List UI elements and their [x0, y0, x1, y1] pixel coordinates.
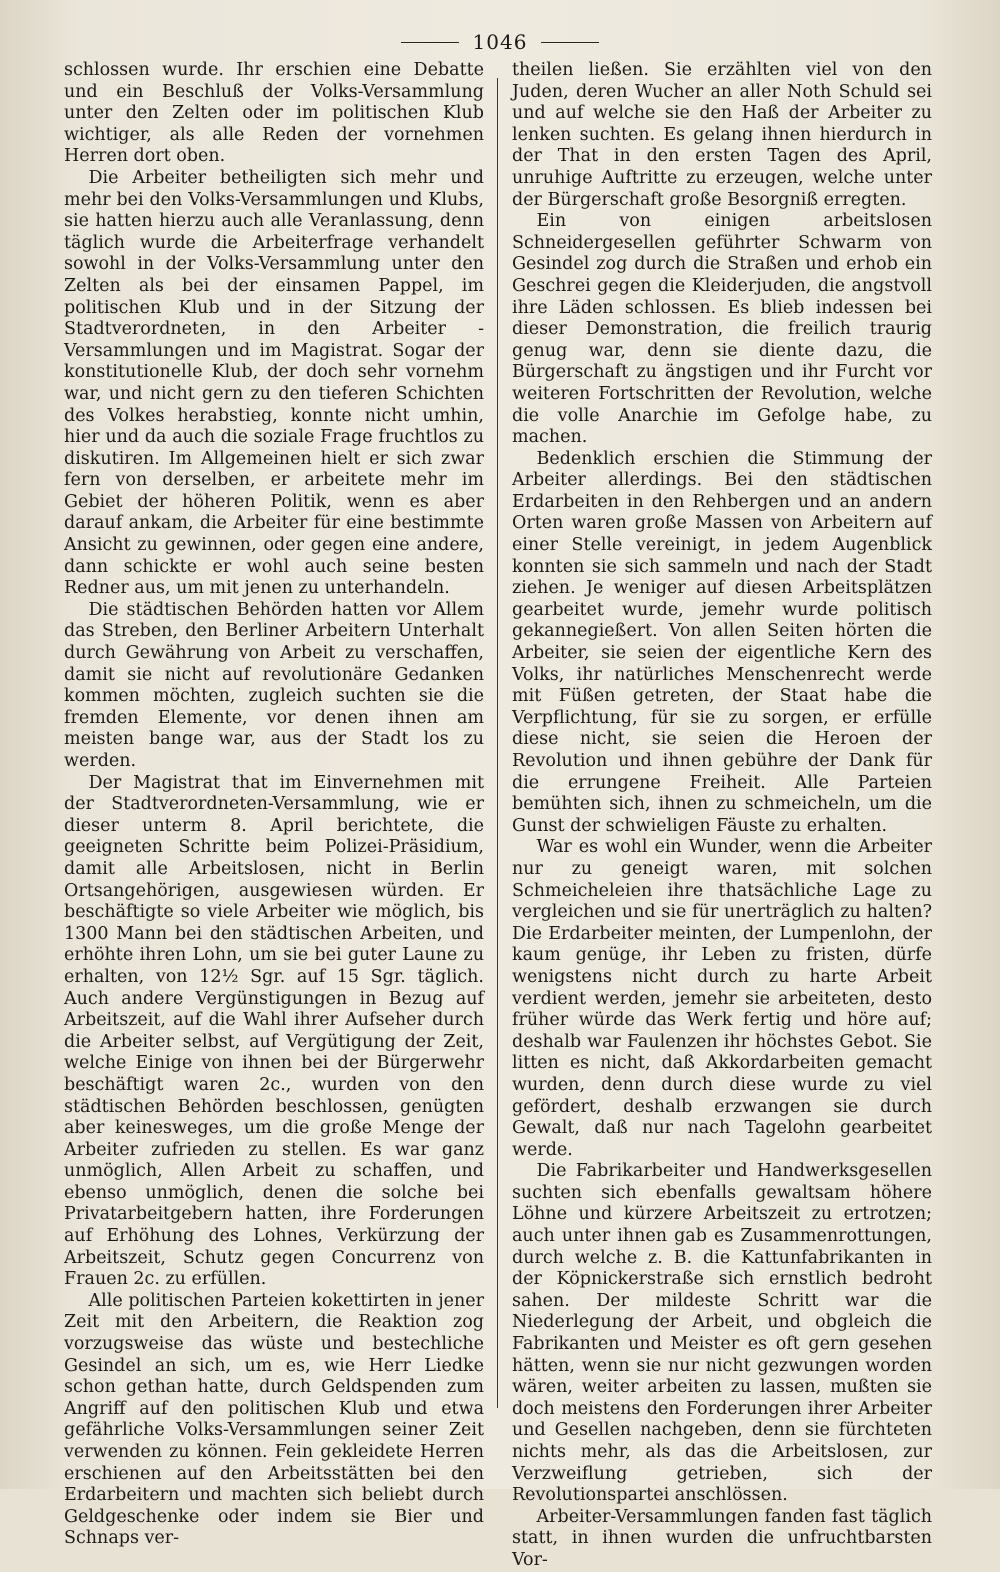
column-divider: [497, 78, 498, 1408]
paragraph: War es wohl ein Wunder, wenn die Arbeiter nur zu geneigt waren, mit solchen Schmeicheleien ihre thatsächliche Lage zu vergleichen und sie für unerträglich zu halten? Die Erdarbeiter meinten, der Lumpenlohn, der kaum genüge, ihr Leben zu fristen, dürfe wenigstens nicht durch zu harte Arbeit verdient werden, jemehr sie arbeiteten, desto früher würde das Werk fertig und höre auf; deshalb war Faulenzen ihr höchstes Gebot. Sie litten es nicht, daß Akkordarbeiten gemacht wurden, denn durch diese wurde zu viel gefördert, deshalb erzwangen sie durch Gewalt, daß nur nach Tagelohn gearbeitet werde.: [512, 837, 932, 1160]
paragraph: Die Fabrikarbeiter und Handwerksgesellen suchten sich ebenfalls gewaltsam höhere Löhne und kürzere Arbeitszeit zu ertrotzen; auch unter ihnen gab es Zusammenrottungen, durch welche z. B. die Kattunfabrikanten in der Köpnickerstraße sich ernstlich bedroht sahen. Der mildeste Schritt war die Niederlegung der Arbeit, und obgleich die Fabrikanten und Meister es oft gern gesehen hätten, wenn sie nur nicht gezwungen worden wären, weiter arbeiten zu lassen, mußten sie doch meistens den Forderungen ihrer Arbeiter und Gesellen nachgeben, denn sie fürchteten nichts mehr, als das die Arbeitslosen, zur Verzweiflung getrieben, sich der Revolutionspartei anschlössen.: [512, 1161, 932, 1506]
paragraph: Die städtischen Behörden hatten vor Allem das Streben, den Berliner Arbeitern Unterhalt durch Gewährung von Arbeit zu verschaffen, damit sie nicht auf revolutionäre Gedanken kommen möchten, zugleich suchten sie die fremden Elemente, vor denen ihnen am meisten bange war, aus der Stadt los zu werden.: [64, 599, 484, 771]
paragraph: schlossen wurde. Ihr erschien eine Debatte und ein Beschluß der Volks-Versammlung unter den Zelten oder im politischen Klub wichtiger, als alle Reden der vornehmen Herren dort oben.: [64, 60, 484, 167]
left-column: [64, 60, 484, 1550]
right-column: [512, 60, 932, 1572]
header-rule-left: [401, 42, 459, 43]
page-number: 1046: [472, 30, 528, 54]
paragraph: Die Arbeiter betheiligten sich mehr und mehr bei den Volks-Versammlungen und Klubs, sie hatten hierzu auch alle Veranlassung, denn täglich wurde die Arbeiterfrage verhandelt sowohl in der Volks-Versammlung unter den Zelten als bei der einsamen Pappel, im politischen Klub und in der Sitzung der Stadtverordneten, in den Arbeiter - Versammlungen und im Magistrat. Sogar der konstitutionelle Klub, der doch sehr vornehm war, und nicht gern zu den tieferen Schichten des Volkes herabstieg, konnte nicht umhin, hier und da auch die soziale Frage fruchtlos zu diskutiren. Im Allgemeinen hielt er sich zwar fern von derselben, er arbeitete mehr im Gebiet der höheren Politik, wenn es aber darauf ankam, die Arbeiter für eine bestimmte Ansicht zu gewinnen, oder gegen eine andere, dann schickte er wohl auch seine besten Redner aus, um mit jenen zu unterhandeln.: [64, 167, 484, 599]
page-header: [0, 30, 1000, 54]
paragraph: Bedenklich erschien die Stimmung der Arbeiter allerdings. Bei den städtischen Erdarbeiten in den Rehbergen und an andern Orten waren große Massen von Arbeitern auf einer Stelle vereinigt, in jedem Augenblick konnten sie sich sammeln und nach der Stadt ziehen. Je weniger auf diesen Arbeitsplätzen gearbeitet wurde, jemehr wurde politisch gekannegießert. Von allen Seiten hörten die Arbeiter, sie seien der eigentliche Kern des Volks, ihr natürliches Menschenrecht werde mit Füßen getreten, der Staat habe die Verpflichtung, für sie zu sorgen, er erfülle diese nicht, sie seien die Heroen der Revolution und ihnen gebühre der Dank für die errungene Freiheit. Alle Parteien bemühten sich, ihnen zu schmeicheln, um die Gunst der schwieligen Fäuste zu erhalten.: [512, 448, 932, 836]
header-rule-right: [541, 42, 599, 43]
paragraph: Ein von einigen arbeitslosen Schneidergesellen geführter Schwarm von Gesindel zog durch die Straßen und erhob ein Geschrei gegen die Kleiderjuden, die angstvoll ihre Läden schlossen. Es blieb indessen bei dieser Demonstration, die freilich traurig genug war, denn sie diente dazu, die Bürgerschaft zu ängstigen und ihr Furcht vor weiteren Fortschritten der Revolution, welche die volle Anarchie im Gefolge habe, zu machen.: [512, 211, 932, 448]
paragraph: Alle politischen Parteien kokettirten in jener Zeit mit den Arbeitern, die Reaktion zog vorzugsweise das wüste und bestechliche Gesindel an sich, um es, wie Herr Liedke schon gethan hatte, durch Geldspenden zum Angriff auf den politischen Klub und etwa gefährliche Volks-Versammlungen seiner Zeit verwenden zu können. Fein gekleidete Herren erschienen auf den Arbeitsstätten bei den Erdarbeitern und machten sich beliebt durch Geldgeschenke oder indem sie Bier und Schnaps ver-: [64, 1290, 484, 1549]
paragraph: theilen ließen. Sie erzählten viel von den Juden, deren Wucher an aller Noth Schuld sei und auf welche sie den Haß der Arbeiter zu lenken suchten. Es gelang ihnen hierdurch in der That in den ersten Tagen des April, unruhige Auftritte zu erzeugen, welche unter der Bürgerschaft große Besorgniß erregten.: [512, 60, 932, 210]
paragraph: Arbeiter-Versammlungen fanden fast täglich statt, in ihnen wurden die unfruchtbarsten Vor-: [512, 1506, 932, 1570]
paragraph: Der Magistrat that im Einvernehmen mit der Stadtverordneten-Versammlung, wie er dieser unterm 8. April berichtete, die geeigneten Schritte beim Polizei-Präsidium, damit alle Arbeitslosen, nicht in Berlin Ortsangehörigen, ausgewiesen würden. Er beschäftigte so viele Arbeiter wie möglich, bis 1300 Mann bei den städtischen Arbeiten, und erhöhte ihren Lohn, um sie bei guter Laune zu erhalten, von 12½ Sgr. auf 15 Sgr. täglich. Auch andere Vergünstigungen in Bezug auf Arbeitszeit, auf die Wahl ihrer Aufseher durch die Arbeiter selbst, auf Vergütigung der Zeit, welche Einige von ihnen bei der Bürgerwehr beschäftigt waren 2c., wurden von den städtischen Behörden beschlossen, genügten aber keinesweges, um die große Menge der Arbeiter zufrieden zu stellen. Es war ganz unmöglich, Allen Arbeit zu schaffen, und ebenso unmöglich, denen die solche bei Privatarbeitgebern hatten, ihre Forderungen auf Erhöhung des Lohnes, Verkürzung der Arbeitszeit, Schutz gegen Concurrenz von Frauen 2c. zu erfüllen.: [64, 772, 484, 1290]
